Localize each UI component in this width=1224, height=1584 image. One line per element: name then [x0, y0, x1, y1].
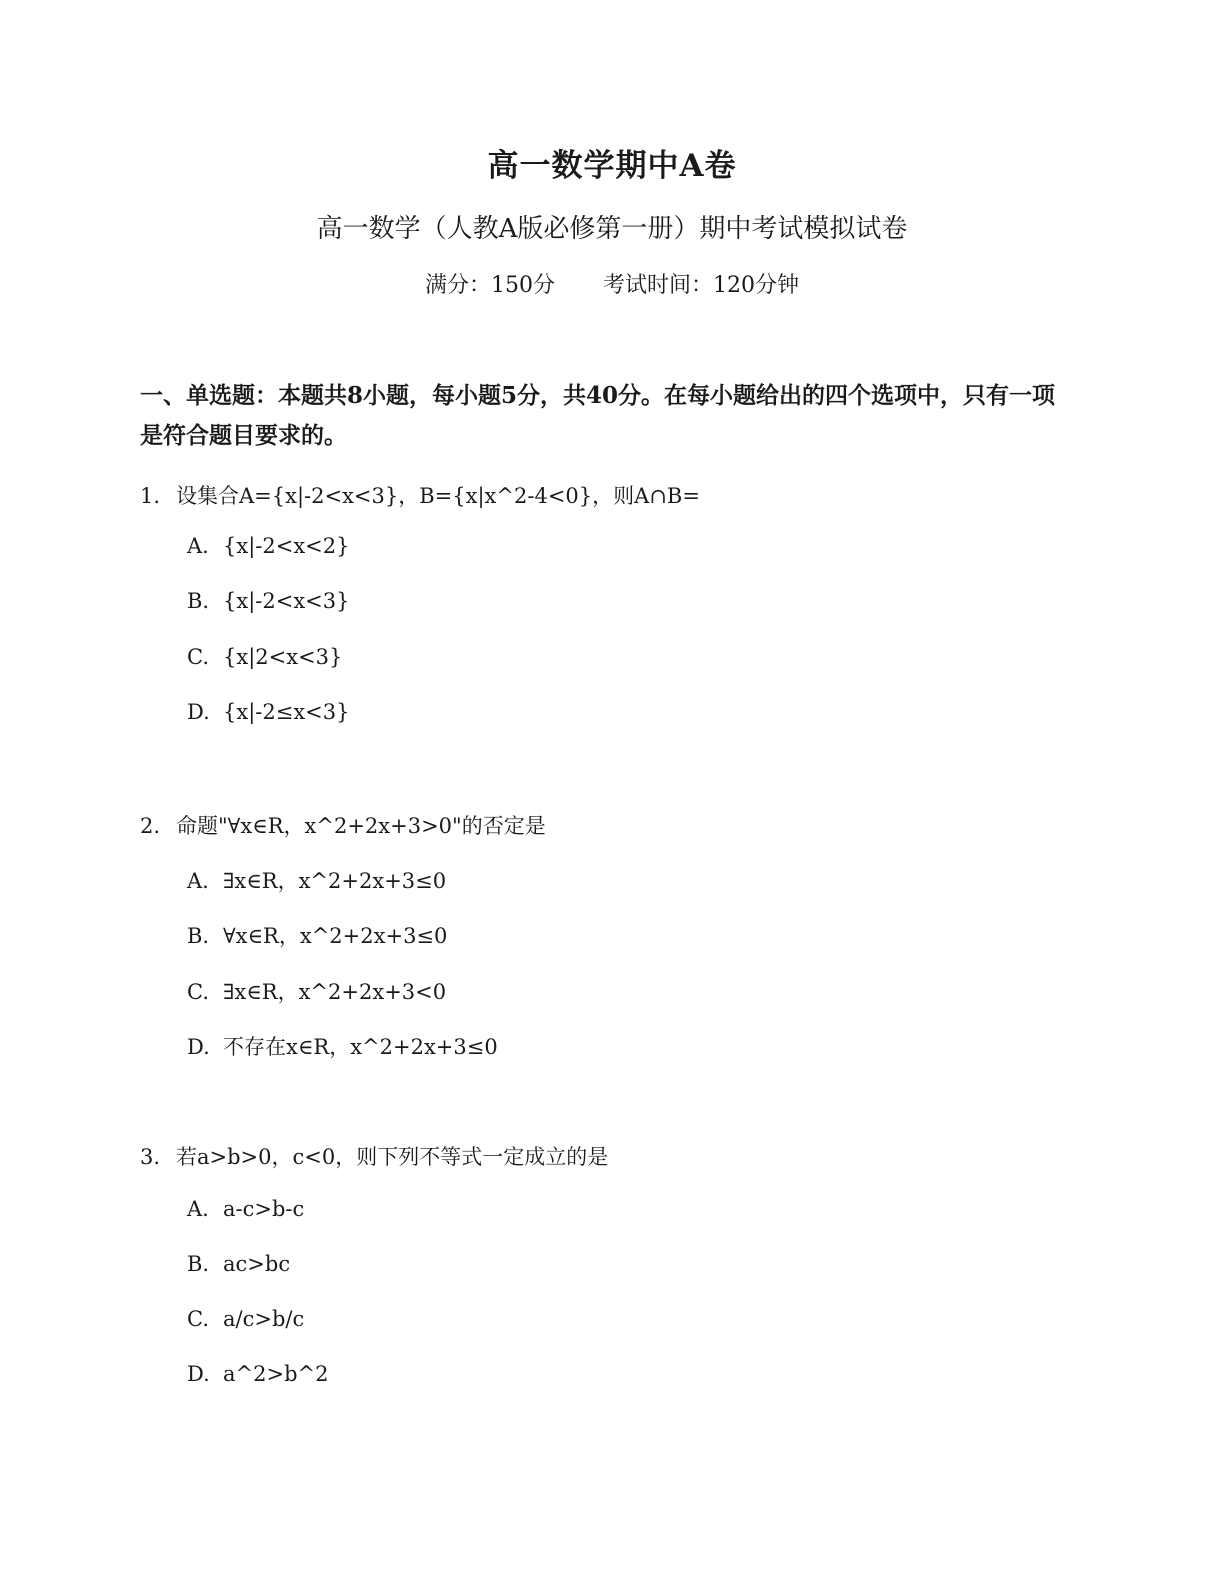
- option-text: 不存在x∈R，x^2+2x+3≤0: [223, 1035, 498, 1059]
- section-heading: 一、单选题：本题共8小题，每小题5分，共40分。在每小题给出的四个选项中，只有一项是符合题目要求的。: [140, 382, 1056, 449]
- option-letter: C.: [187, 1307, 209, 1331]
- option-letter: B.: [187, 1252, 210, 1276]
- question-3-option-d: [187, 1362, 328, 1386]
- option-letter: D.: [187, 700, 210, 724]
- question-2-option-b: [187, 920, 447, 950]
- question-3-option-c: [187, 1307, 304, 1331]
- question-stem: 若a>b>0，c<0，则下列不等式一定成立的是: [176, 1145, 609, 1169]
- question-1-option-d: [187, 700, 350, 724]
- option-text: a-c>b-c: [223, 1197, 305, 1221]
- question-3-option-b: [187, 1252, 290, 1276]
- question-1: [140, 480, 700, 510]
- question-2-option-c: [187, 976, 446, 1006]
- option-text: {x|-2<x<2}: [223, 534, 350, 558]
- option-text: ∃x∈R，x^2+2x+3≤0: [223, 869, 447, 893]
- option-text: {x|-2<x<3}: [223, 589, 350, 613]
- question-stem: 命题"∀x∈R，x^2+2x+3>0"的否定是: [176, 814, 546, 838]
- question-stem: 设集合A={x|-2<x<3}，B={x|x^2-4<0}，则A∩B=: [176, 484, 700, 508]
- option-letter: C.: [187, 645, 209, 669]
- exam-time-label: 考试时间：120分钟: [603, 273, 799, 298]
- option-letter: A.: [187, 869, 209, 893]
- question-number: 2.: [140, 814, 161, 838]
- option-text: {x|-2≤x<3}: [223, 700, 350, 724]
- question-2-option-a: [187, 865, 446, 895]
- option-letter: D.: [187, 1035, 210, 1059]
- exam-meta: [0, 268, 1224, 299]
- option-text: ∃x∈R，x^2+2x+3<0: [223, 980, 447, 1004]
- option-letter: A.: [187, 534, 209, 558]
- question-2: [140, 810, 546, 840]
- option-text: ∀x∈R，x^2+2x+3≤0: [223, 924, 448, 948]
- exam-subtitle: 高一数学（人教A版必修第一册）期中考试模拟试卷: [316, 214, 908, 244]
- option-letter: D.: [187, 1362, 210, 1386]
- full-score-label: 满分：150分: [425, 273, 555, 298]
- question-3-option-a: [187, 1197, 304, 1221]
- option-letter: B.: [187, 924, 210, 948]
- option-text: ac>bc: [223, 1252, 291, 1276]
- option-text: a^2>b^2: [223, 1362, 329, 1386]
- question-1-option-b: [187, 589, 350, 613]
- option-text: a/c>b/c: [223, 1307, 305, 1331]
- option-letter: B.: [187, 589, 210, 613]
- question-2-option-d: [187, 1031, 498, 1061]
- option-text: {x|2<x<3}: [223, 645, 343, 669]
- question-3: [140, 1141, 608, 1171]
- question-number: 3.: [140, 1145, 161, 1169]
- option-letter: C.: [187, 980, 209, 1004]
- question-number: 1.: [140, 484, 161, 508]
- exam-title: 高一数学期中A卷: [487, 148, 737, 184]
- option-letter: A.: [187, 1197, 209, 1221]
- question-1-option-c: [187, 645, 342, 669]
- question-1-option-a: [187, 534, 350, 558]
